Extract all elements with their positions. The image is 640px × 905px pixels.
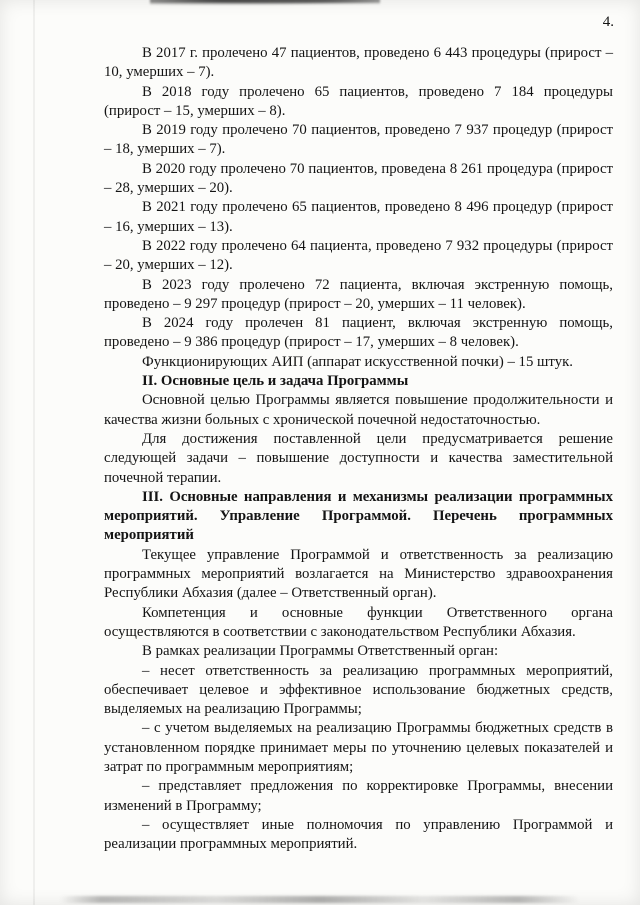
page-number: 4.	[602, 14, 614, 30]
stat-paragraph-2023: В 2023 году пролечено 72 пациента, включая экстренную помощь, проведено – 9 297 процедур (прирост – 20, умерших – 11 человек).	[104, 276, 613, 312]
document-content	[104, 44, 613, 854]
section3-paragraph-management: Текущее управление Программой и ответственность за реализацию программных мероприятий возлагается на Министерство здравоохранения Республики Абхазия (далее – Ответственный орган).	[104, 546, 613, 602]
section-heading-2: II. Основные цель и задача Программы	[142, 373, 409, 390]
section-heading-3: III. Основные направления и механизмы реализации программных мероприятий. Управление Программой. Перечень программных мероприятий	[104, 488, 613, 544]
section3-list-item-budget: – с учетом выделяемых на реализацию Программы бюджетных средств в установленном порядке принимает меры по уточнению целевых показателей и затрат по программным мероприятиям;	[104, 720, 613, 775]
scan-fold-line	[33, 0, 35, 905]
section2-paragraph-task: Для достижения поставленной цели предусматривается решение следующей задачи – повышение доступности и качества заместительной почечной терапии.	[104, 430, 613, 486]
section3-list-item-proposals: – представляет предложения по корректировке Программы, внесении изменений в Программу;	[104, 778, 613, 814]
section3-list-item-responsibility: – несет ответственность за реализацию программных мероприятий, обеспечивает целевое и эффективное использование бюджетных средств, выделяемых на реализацию Программы;	[104, 662, 613, 718]
stat-paragraph-2022: В 2022 году пролечено 64 пациента, проведено 7 932 процедуры (прирост – 20, умерших – 12).	[104, 237, 613, 274]
stat-paragraph-2018: В 2018 году пролечено 65 пациентов, проведено 7 184 процедуры (прирост – 15, умерших – 8).	[104, 83, 613, 119]
scan-artifact-bottom	[60, 896, 580, 903]
stat-paragraph-2017: В 2017 г. пролечено 47 пациентов, проведено 6 443 процедуры (прирост – 10, умерших – 7).	[104, 45, 613, 81]
stat-paragraph-2024: В 2024 году пролечен 81 пациент, включая экстренную помощь, проведено – 9 386 процедур (прирост – 17, умерших – 8 человек).	[104, 315, 613, 351]
stat-paragraph-2019: В 2019 году пролечено 70 пациентов, проведено 7 937 процедур (прирост – 18, умерших – 7).	[104, 122, 613, 158]
section3-paragraph-intro: В рамках реализации Программы Ответственный орган:	[142, 643, 499, 660]
stat-paragraph-aip: Функционирующих АИП (аппарат искусственной почки) – 15 штук.	[142, 353, 573, 370]
section2-paragraph-goal: Основной целью Программы является повышение продолжительности и качества жизни больных с хронической почечной недостаточностью.	[104, 392, 613, 428]
scan-artifact-top	[150, 0, 380, 5]
section3-list-item-other-powers: – осуществляет иные полномочия по управлению Программой и реализации программных мероприятий.	[104, 816, 613, 853]
stat-paragraph-2020: В 2020 году пролечено 70 пациентов, проведена 8 261 процедура (прирост – 28, умерших – 20).	[104, 160, 613, 197]
section3-paragraph-competence: Компетенция и основные функции Ответственного органа осуществляются в соответствии с законодательством Республики Абхазия.	[104, 604, 613, 640]
stat-paragraph-2021: В 2021 году пролечено 65 пациентов, проведено 8 496 процедур (прирост – 16, умерших – 13).	[104, 199, 613, 235]
